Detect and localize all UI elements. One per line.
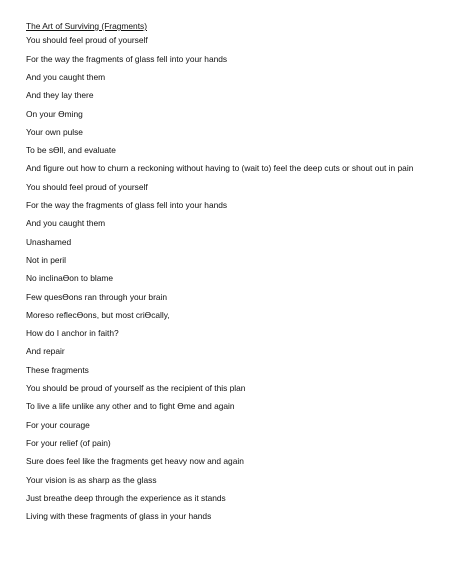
poem-line: No inclinaϴon to blame bbox=[26, 273, 114, 284]
poem-line: Your vision is as sharp as the glass bbox=[26, 474, 157, 485]
poem-line: For the way the fragments of glass fell into your hands bbox=[26, 200, 228, 211]
poem-line: And you caught them bbox=[26, 218, 106, 229]
poem-line: These fragments bbox=[26, 364, 89, 375]
poem-line: Few quesϴons ran through your brain bbox=[26, 291, 168, 302]
poem-line: For your relief (of pain) bbox=[26, 437, 111, 448]
poem-line: And figure out how to churn a reckoning without having to (wait to) feel the deep cuts or shout out in pain bbox=[26, 163, 414, 174]
poem-line: To live a life unlike any other and to fight ϴme and again bbox=[26, 401, 235, 412]
poem-line: To be sϴll, and evaluate bbox=[26, 145, 116, 156]
document-page bbox=[26, 21, 436, 529]
poem-line: Living with these fragments of glass in your hands bbox=[26, 511, 212, 522]
poem-line: And repair bbox=[26, 346, 65, 357]
poem-line: Not in peril bbox=[26, 254, 67, 265]
poem-line: Unashamed bbox=[26, 236, 72, 247]
poem-line: You should be proud of yourself as the recipient of this plan bbox=[26, 383, 246, 394]
poem-line: Moreso reflecϴons, but most criϴcally, bbox=[26, 309, 170, 320]
document-title: The Art of Surviving (Fragments) bbox=[26, 21, 148, 31]
poem-line: And they lay there bbox=[26, 90, 94, 101]
poem-body bbox=[26, 35, 436, 522]
poem-line: Your own pulse bbox=[26, 126, 83, 137]
poem-line: On your ϴming bbox=[26, 108, 83, 119]
poem-line: You should feel proud of yourself bbox=[26, 35, 148, 46]
poem-line: Sure does feel like the fragments get heavy now and again bbox=[26, 456, 244, 467]
poem-line: And you caught them bbox=[26, 71, 106, 82]
poem-line: How do I anchor in faith? bbox=[26, 328, 119, 339]
poem-line: For the way the fragments of glass fell into your hands bbox=[26, 53, 228, 64]
poem-line: You should feel proud of yourself bbox=[26, 181, 148, 192]
poem-line: For your courage bbox=[26, 419, 90, 430]
poem-line: Just breathe deep through the experience as it stands bbox=[26, 492, 226, 503]
